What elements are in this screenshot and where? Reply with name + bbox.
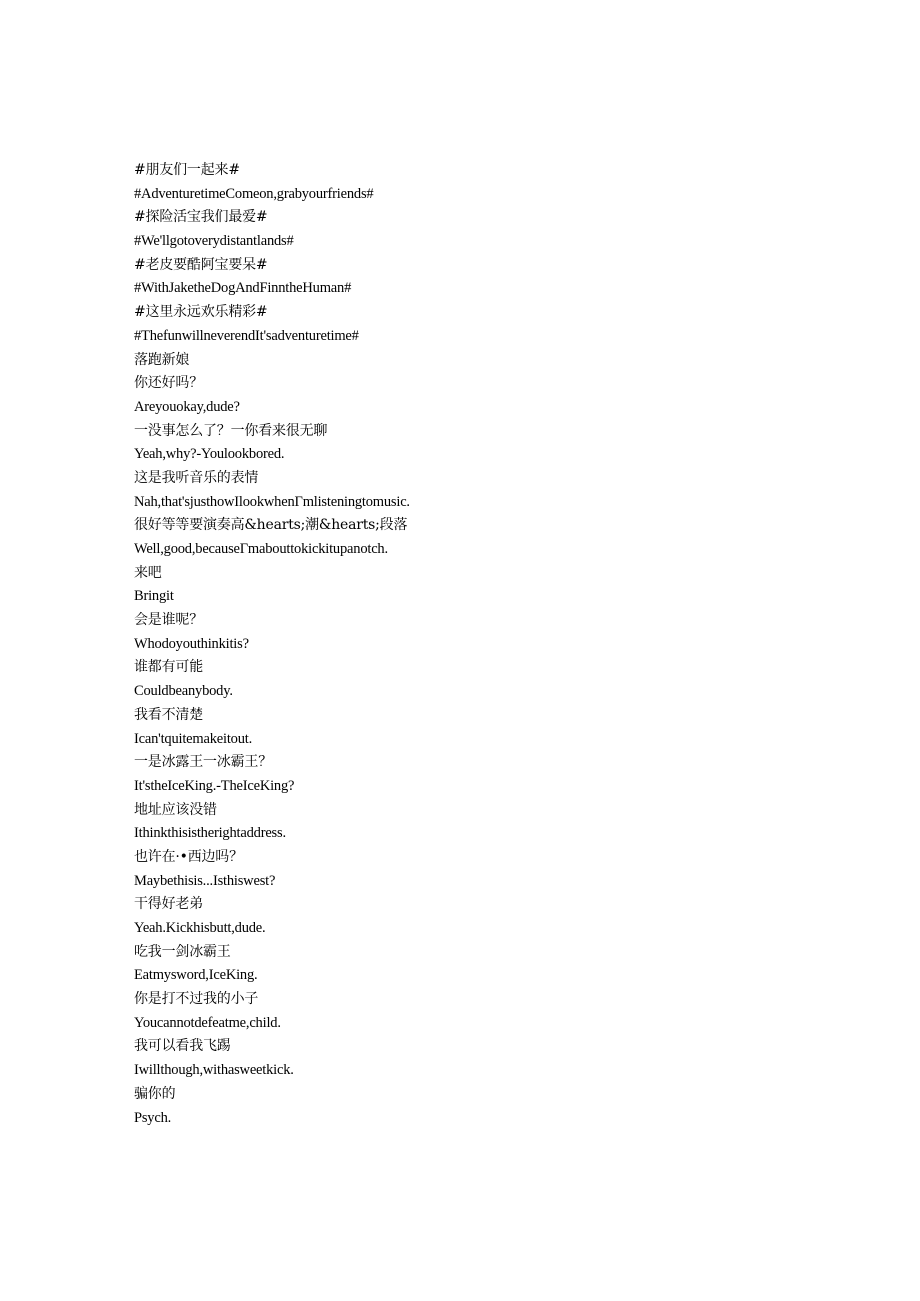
english-line: #We'llgotoverydistantlands#: [134, 233, 294, 250]
english-line: #ThefunwillneverendIt'sadventuretime#: [134, 327, 359, 344]
english-line: #AdventuretimeComeon,grabyourfriends#: [134, 185, 374, 202]
chinese-line: 我可以看我飞踢: [134, 1038, 231, 1055]
english-line: Nah,that'sjusthowIlookwhenΓmlisteningtomusic.: [134, 493, 410, 510]
english-line: It'stheIceKing.-TheIceKing?: [134, 777, 295, 794]
chinese-line: #这里永远欢乐精彩#: [134, 304, 268, 321]
chinese-line: #老皮要酷阿宝要呆#: [134, 256, 268, 273]
english-line: Areyouokay,dude?: [134, 398, 240, 415]
chinese-line: #探险活宝我们最爱#: [134, 209, 268, 226]
english-line: Ican'tquitemakeitout.: [134, 730, 252, 747]
chinese-line: 谁都有可能: [134, 659, 203, 676]
chinese-line: 也许在·•西边吗？: [134, 848, 243, 865]
english-line: Eatmysword,IceKing.: [134, 967, 258, 984]
chinese-line: #朋友们一起来#: [134, 162, 240, 178]
english-line: Iwillthough,withasweetkick.: [134, 1062, 294, 1079]
chinese-line: 这是我听音乐的表情: [134, 469, 259, 486]
english-line: Youcannotdefeatme,child.: [134, 1014, 281, 1031]
chinese-line: 来吧: [134, 564, 162, 581]
chinese-line: 你是打不过我的小子: [134, 991, 259, 1008]
chinese-line: 一没事怎么了？一你看来很无聊: [134, 422, 328, 439]
chinese-line: 吃我一剑冰霸王: [134, 943, 231, 960]
chinese-line: 很好等等要演奏高&hearts;潮&hearts;段落: [134, 517, 408, 534]
english-line: Bringit: [134, 588, 174, 605]
english-line: Whodoyouthinkitis?: [134, 635, 249, 652]
chinese-line: 落跑新娘: [134, 351, 190, 368]
chinese-line: 会是谁呢？: [134, 612, 203, 629]
transcript-lines: [134, 159, 854, 1130]
english-line: Ithinkthisistherightaddress.: [134, 825, 286, 842]
chinese-line: 地址应该没错: [134, 801, 217, 818]
english-line: Yeah,why?-Youlookbored.: [134, 446, 285, 463]
chinese-line: 骗你的: [134, 1085, 176, 1102]
chinese-line: 一是冰露王一冰霸王？: [134, 754, 272, 771]
english-line: Psych.: [134, 1109, 172, 1126]
english-line: Yeah.Kickhisbutt,dude.: [134, 920, 266, 936]
english-line: #WithJaketheDogAndFinntheHuman#: [134, 280, 352, 297]
chinese-line: 干得好老弟: [134, 896, 203, 913]
english-line: Well,good,becauseΓmabouttokickitupanotch.: [134, 541, 388, 557]
chinese-line: 我看不清楚: [134, 706, 203, 723]
english-line: Couldbeanybody.: [134, 683, 233, 700]
english-line: Maybethisis...Isthiswest?: [134, 872, 276, 889]
chinese-line: 你还好吗？: [134, 375, 203, 392]
